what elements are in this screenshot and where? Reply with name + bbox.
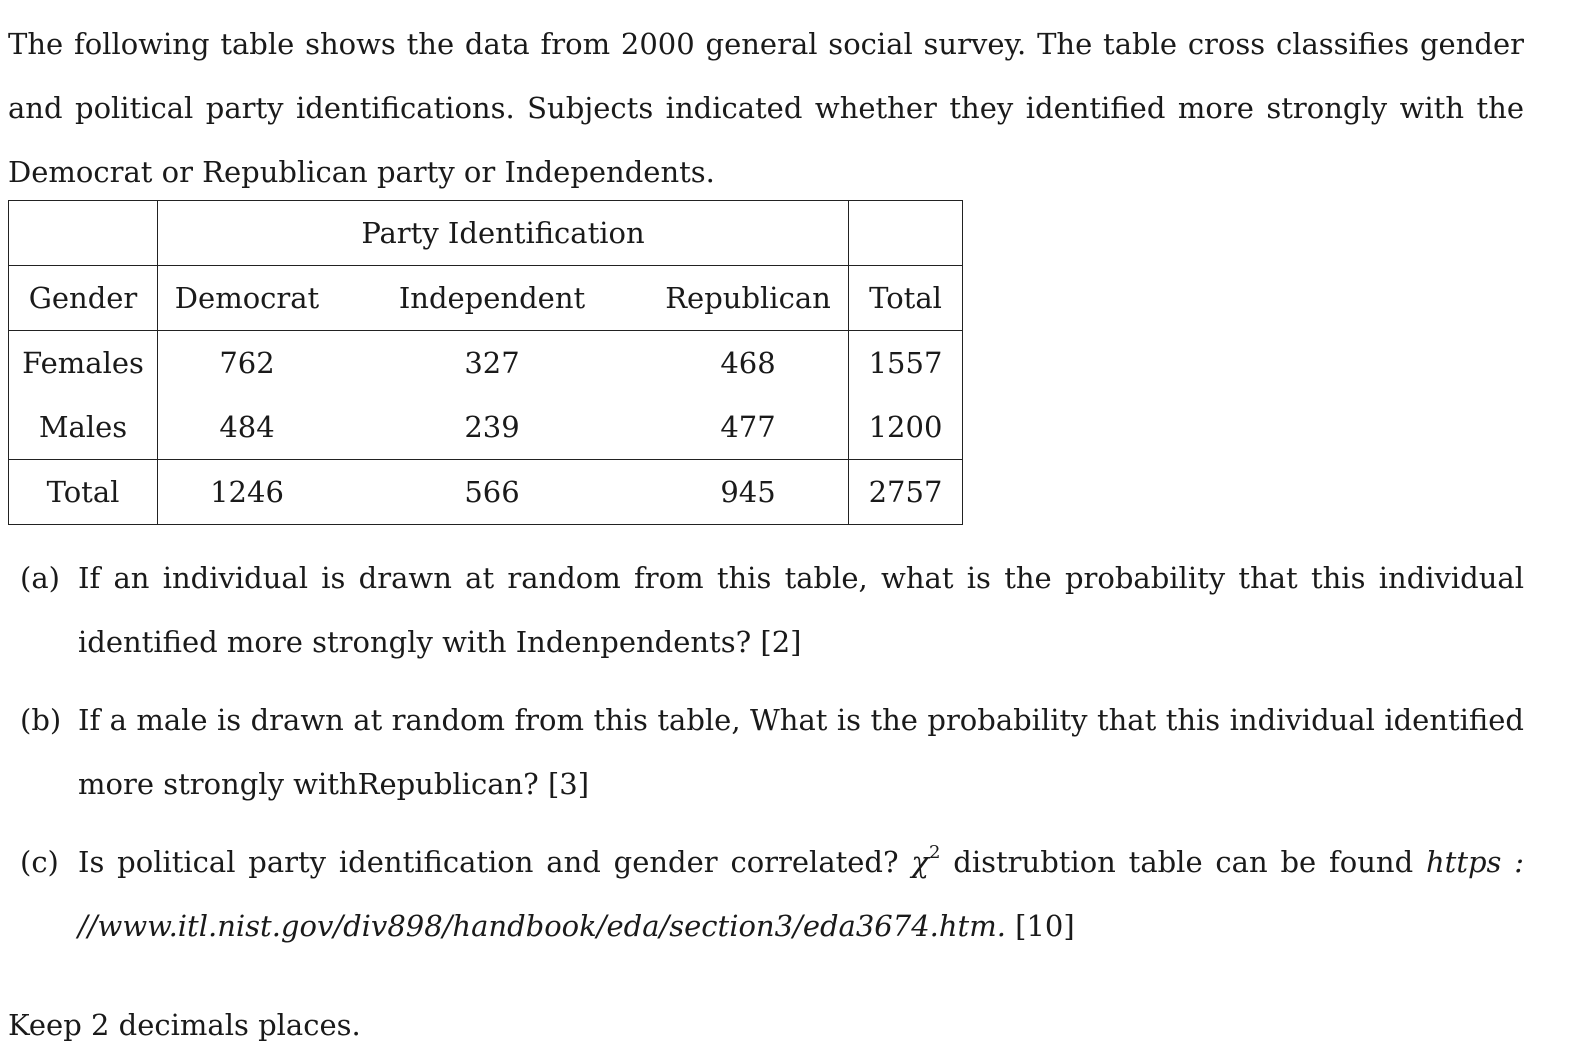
header-gender: Gender [9, 266, 158, 331]
nist-url: https : //www.itl.nist.gov/div898/handbook/eda/section3/eda3674.htm. [78, 845, 1525, 943]
cell-females-democrat: 762 [219, 346, 275, 380]
question-label: (b) [20, 703, 62, 737]
cell-total-democrat: 1246 [158, 460, 337, 525]
table-row [9, 331, 963, 396]
header-independent: Independent [336, 266, 648, 331]
intro-paragraph: The following table shows the data from 2000 general social survey. The table cross classifies gender and political party identifications. Subjects indicated whether they identified more strongly with the Democrat or Republican party or Independents. [8, 27, 1524, 189]
row-label-total: Total [9, 460, 158, 525]
question-c [8, 830, 1524, 958]
question-b [8, 688, 1524, 816]
empty-total-header-cell [849, 201, 963, 266]
cell-grand-total: 2757 [849, 460, 963, 525]
party-identification-header: Party Identification [158, 201, 849, 266]
question-points: [10] [1015, 909, 1075, 943]
cell-females-total: 1557 [849, 331, 963, 396]
row-label-females: Females [9, 331, 158, 396]
decimal-instruction: Keep 2 decimals places. [8, 1008, 361, 1042]
chi-squared-symbol [911, 842, 941, 879]
document-page [8, 0, 1525, 1042]
header-republican: Republican [648, 266, 849, 331]
header-democrat: Democrat [158, 266, 337, 331]
header-total: Total [849, 266, 963, 331]
table-row [9, 395, 963, 460]
question-points: [2] [760, 625, 802, 659]
question-label: (a) [20, 561, 60, 595]
question-list [8, 546, 1524, 972]
question-text-continued: distrubtion table can be found [953, 845, 1414, 879]
table-total-row [9, 460, 963, 525]
cell-females-independent: 327 [464, 346, 520, 380]
cell-males-democrat: 484 [158, 395, 337, 460]
chi-superscript: 2 [928, 842, 941, 863]
chi-letter: χ [911, 845, 929, 879]
table-column-header-row [9, 266, 963, 331]
cell-males-independent: 239 [336, 395, 648, 460]
cross-classification-table [8, 200, 963, 525]
question-points: [3] [547, 767, 590, 801]
cell-total-republican: 945 [648, 460, 849, 525]
cell-total-independent: 566 [336, 460, 648, 525]
table-group-header-row [9, 201, 963, 266]
question-text: Is political party identification and gender correlated? [78, 845, 899, 879]
question-text: If a male is drawn at random from this table, What is the probability that this individual identified more strongly withRepublican? [78, 703, 1524, 801]
question-a [8, 546, 1524, 674]
question-text: If an individual is drawn at random from this table, what is the probability that this individual identified more strongly with Indenpendents? [78, 561, 1524, 659]
question-label: (c) [20, 845, 59, 879]
cell-males-total: 1200 [849, 395, 963, 460]
cell-females-republican: 468 [648, 331, 849, 396]
row-label-males: Males [9, 395, 158, 460]
cell-males-republican: 477 [648, 395, 849, 460]
empty-corner-cell [9, 201, 158, 266]
